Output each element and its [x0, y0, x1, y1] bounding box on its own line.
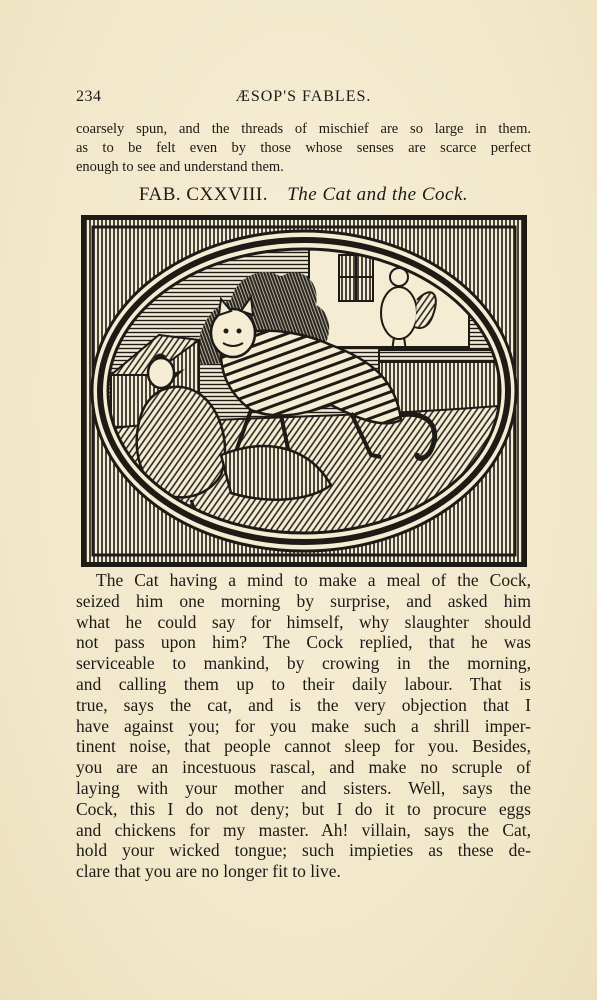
fable-line: clare that you are no longer fit to live.: [76, 861, 341, 882]
intro-line: enough to see and understand them.: [76, 159, 284, 175]
fable-line: hold your wicked tongue; such impieties as these de-: [76, 840, 531, 861]
fable-line: serviceable to mankind, by crowing in the morning,: [76, 653, 531, 674]
intro-line: as to be felt even by those whose senses are scarce perfect: [76, 140, 531, 156]
fable-heading: [76, 184, 531, 210]
intro-paragraph: [76, 120, 531, 177]
running-title: ÆSOP'S FABLES.: [235, 88, 372, 105]
intro-line: coarsely spun, and the threads of mischief are so large in them.: [76, 121, 531, 137]
fable-line: seized him one morning by surprise, and asked him: [76, 590, 531, 611]
fable-line: what he could say for himself, why slaughter should: [76, 611, 531, 632]
fable-line: not pass upon him? The Cock replied, that he was: [76, 632, 531, 653]
fable-line: and calling them up to their daily labour. That is: [76, 673, 531, 694]
fable-line: Cock, this I do not deny; but I do it to procure eggs: [76, 798, 531, 819]
fable-line: tinent noise, that people cannot sleep for you. Besides,: [76, 736, 531, 757]
fable-line: true, says the cat, and is the very objection that I: [76, 694, 531, 715]
woodcut-illustration: [81, 215, 527, 567]
cat-and-cock-engraving: [81, 215, 527, 567]
fable-line: have against you; for you make such a shrill imper-: [76, 715, 531, 736]
fable-line: you are an incestuous rascal, and make no scruple of: [76, 757, 531, 778]
fable-number: FAB. CXXVIII.: [138, 184, 268, 205]
fable-line: laying with your mother and sisters. Well, says the: [76, 777, 531, 798]
page-number: 234: [76, 88, 102, 105]
fable-line: and chickens for my master. Ah! villain, says the Cat,: [76, 819, 531, 840]
fable-text: [76, 570, 531, 882]
fable-title: The Cat and the Cock.: [287, 184, 469, 205]
running-head: [76, 88, 531, 110]
fable-line: The Cat having a mind to make a meal of the Cock,: [96, 570, 531, 590]
